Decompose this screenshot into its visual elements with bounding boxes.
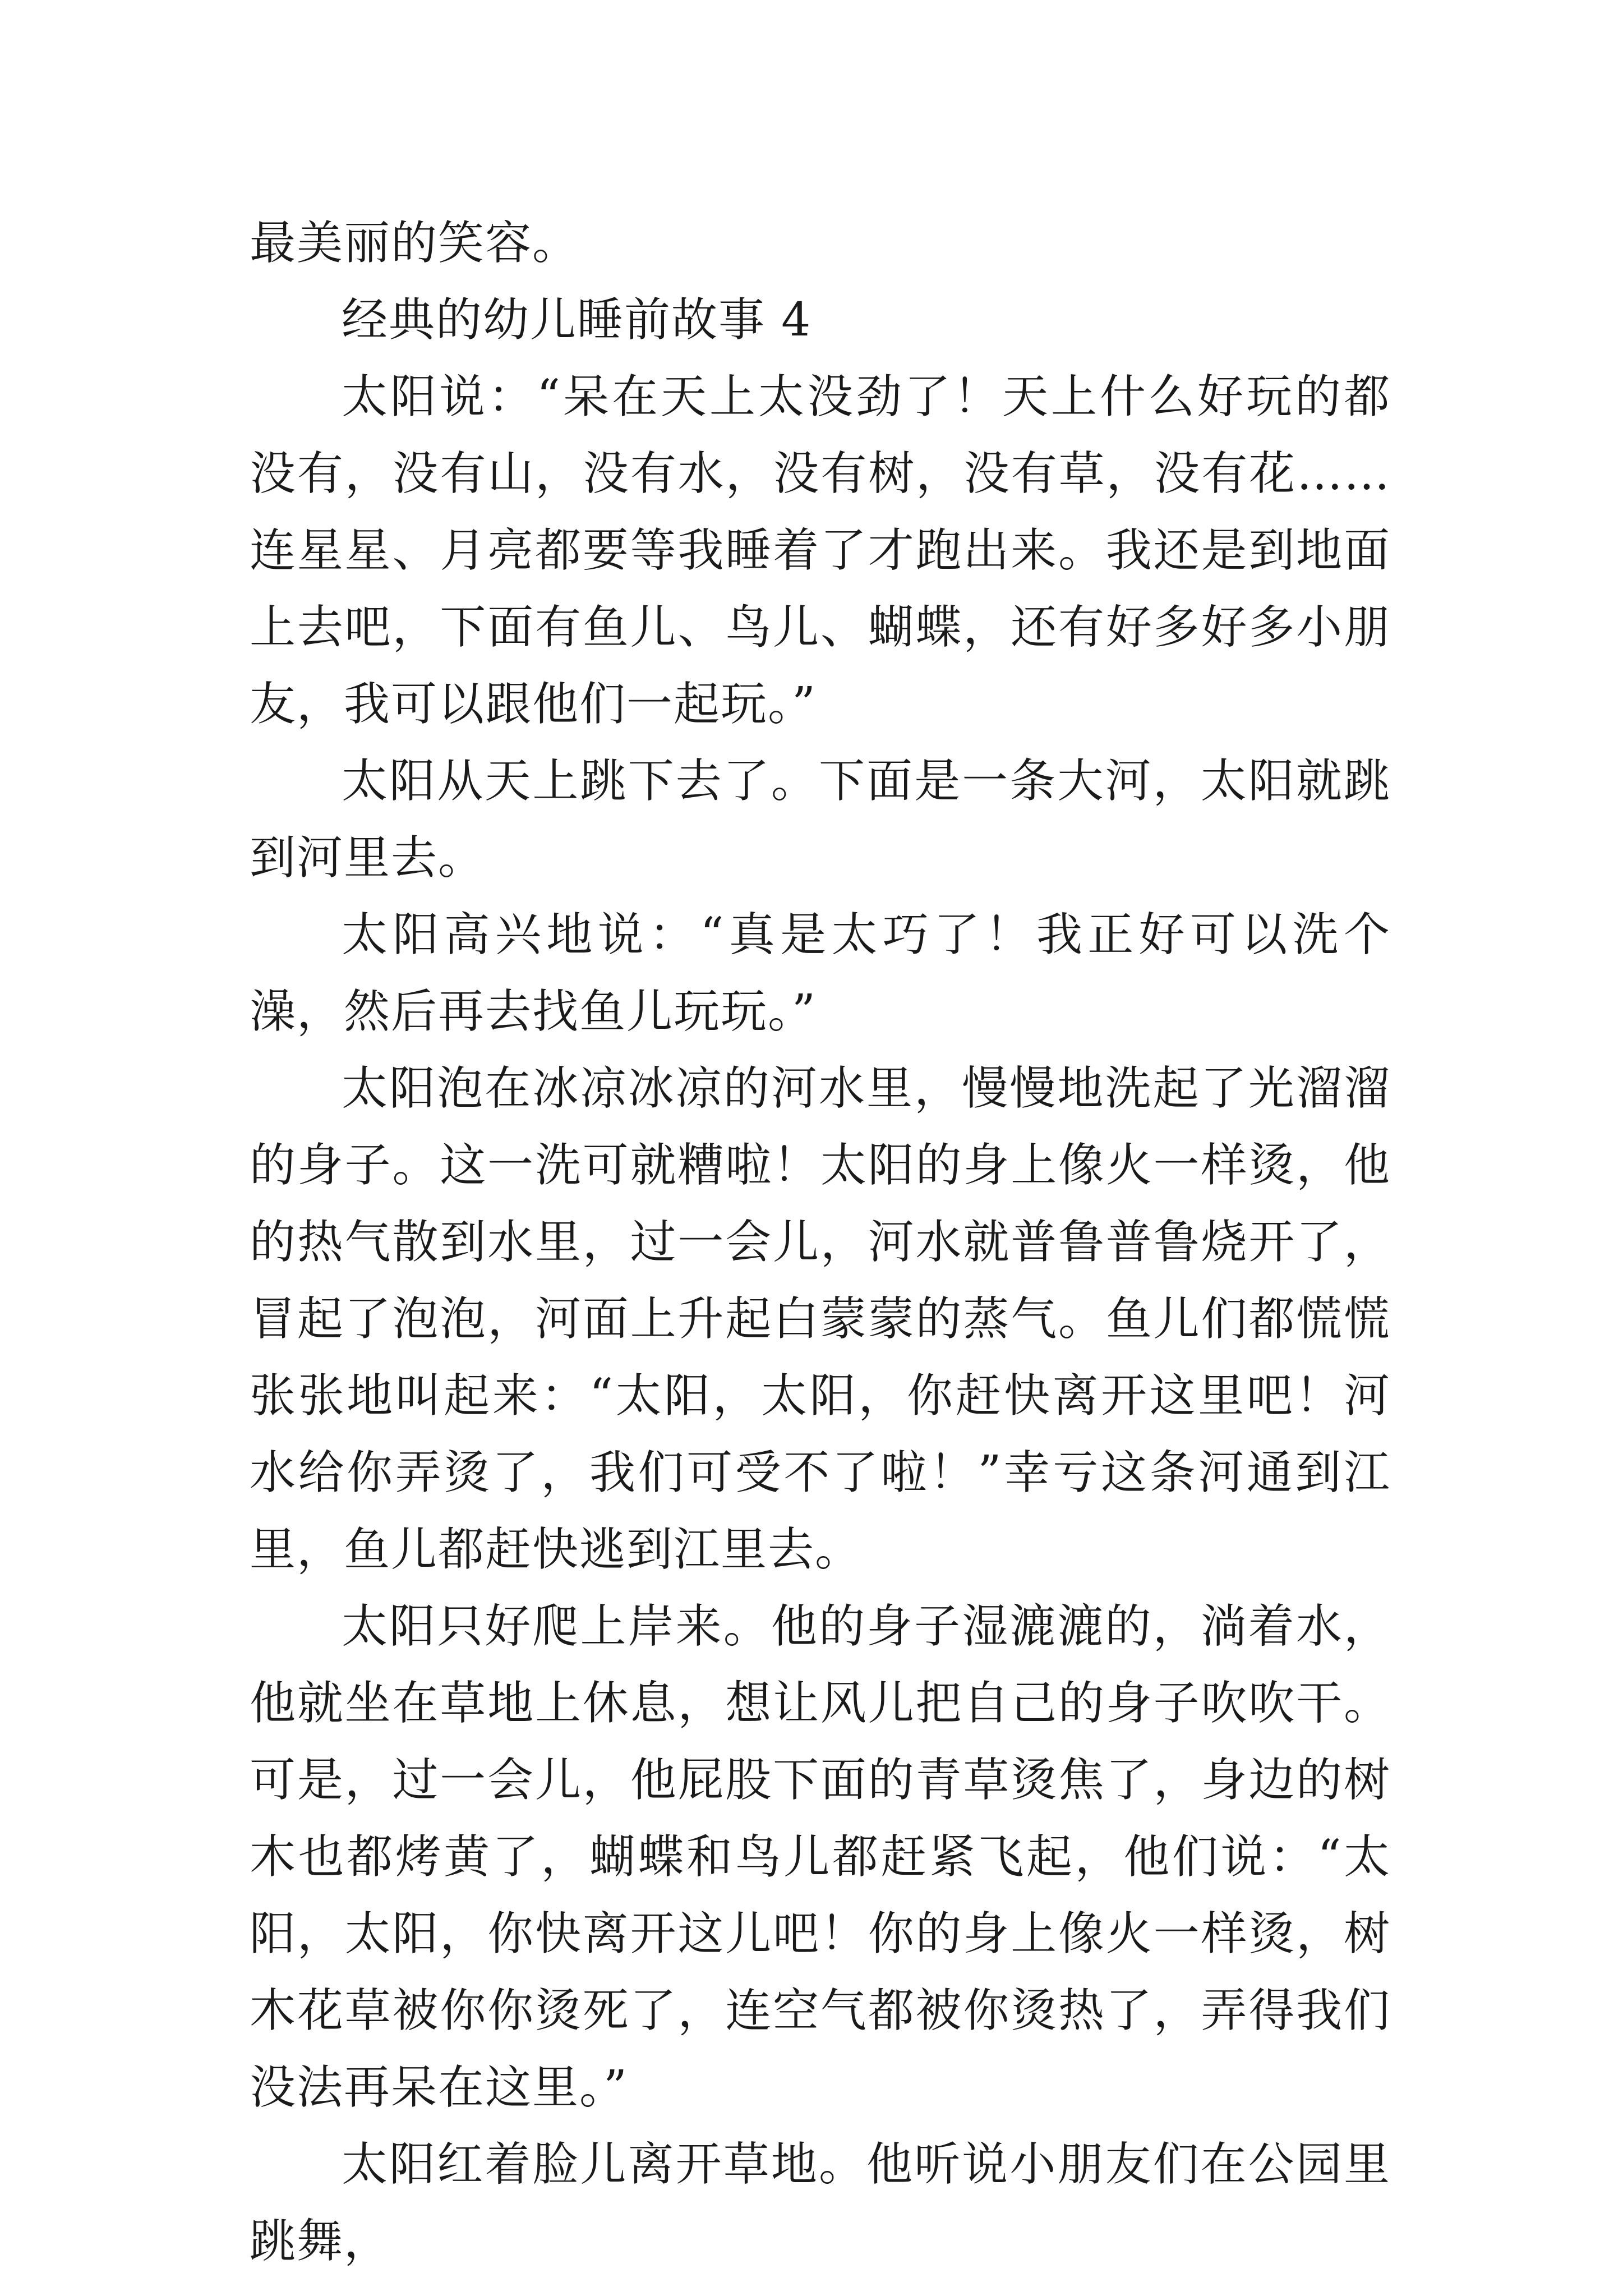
paragraph-continuation: 最美丽的笑容。 xyxy=(250,217,580,270)
paragraph: 太阳高兴地说：“真是太巧了！我正好可以洗个澡，然后再去找鱼儿玩玩。” xyxy=(250,908,1391,1038)
paragraph: 太阳红着脸儿离开草地。他听说小朋友们在公园里跳舞， xyxy=(250,2138,1391,2268)
story-title: 经典的幼儿睡前故事 4 xyxy=(342,293,812,347)
paragraph: 太阳说：“呆在天上太没劲了！天上什么好玩的都没有，没有山，没有水，没有树，没有草，没有花……连星星、月亮都要等我睡着了才跑出来。我还是到地面上去吧，下面有鱼儿、鸟儿、蝴蝶，还有好多好多小朋友，我可以跟他们一起玩。” xyxy=(250,370,1391,731)
document-body xyxy=(250,205,1391,2280)
paragraph: 太阳从天上跳下去了。下面是一条大河，太阳就跳到河里去。 xyxy=(250,754,1391,885)
paragraph: 太阳泡在冰凉冰凉的河水里，慢慢地洗起了光溜溜的身子。这一洗可就糟啦！太阳的身上像火一样烫，他的热气散到水里，过一会儿，河水就普鲁普鲁烧开了，冒起了泡泡，河面上升起白蒙蒙的蒸气。鱼儿们都慌慌张张地叫起来：“太阳，太阳，你赶快离开这里吧！河水给你弄烫了，我们可受不了啦！”幸亏这条河通到江里，鱼儿都赶快逃到江里去。 xyxy=(250,1062,1391,1576)
paragraph: 太阳只好爬上岸来。他的身子湿漉漉的，淌着水，他就坐在草地上休息，想让风儿把自己的身子吹吹干。可是，过一会儿，他屁股下面的青草烫焦了，身边的树木也都烤黄了，蝴蝶和鸟儿都赶紧飞起，他们说：“太阳，太阳，你快离开这儿吧！你的身上像火一样烫，树木花草被你你烫死了，连空气都被你烫热了，弄得我们没法再呆在这里。” xyxy=(250,1600,1391,2114)
